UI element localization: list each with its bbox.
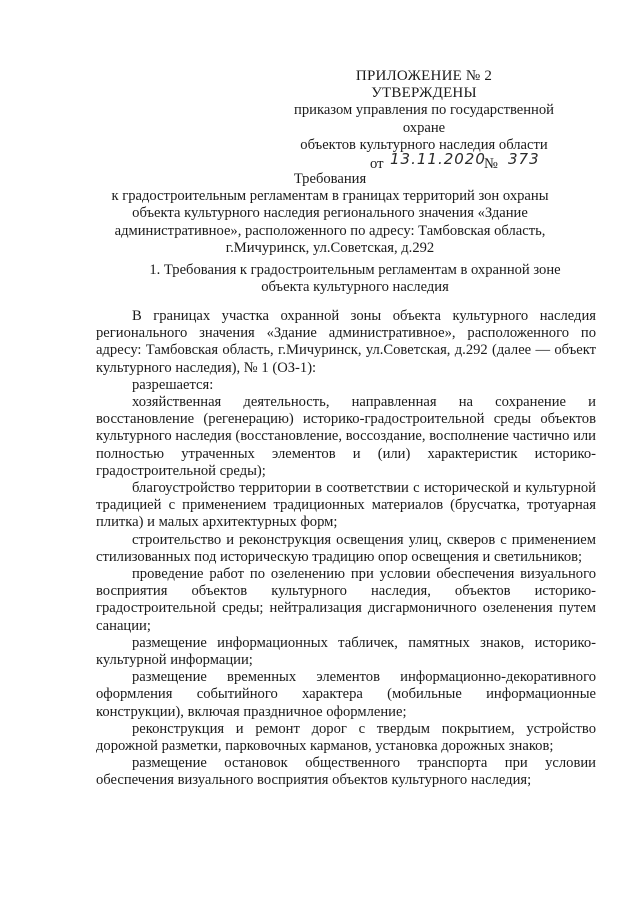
requirements-title — [80, 171, 580, 257]
approval-block — [274, 68, 574, 176]
list-item: хозяйственная деятельность, направленная на сохранение и восстановление (регенерацию) историко-градостроительной среды объектов культурного наследия (восстановление, воссоздание, восполнение частично или полностью утраченных элементов и (или) характеристик историко-градостроительной среды); — [96, 394, 596, 479]
list-item: проведение работ по озеленению при условии обеспечения визуального восприятия объектов культурного наследия, объектов историко-градостроительной среды; нейтрализация дисгармоничного озеленения путем санации; — [96, 566, 596, 634]
handwritten-number: 373 — [508, 150, 540, 169]
requirements-title-line-5: г.Мичуринск, ул.Советская, д.292 — [225, 239, 435, 256]
allowed-label: разрешается: — [132, 376, 214, 393]
requirements-title-line-4: административное», расположенного по адресу: Тамбовская область, — [114, 222, 546, 239]
requirements-title-line-3: объекта культурного наследия регионального значения «Здание — [132, 205, 528, 222]
number-label: № — [484, 156, 498, 173]
requirements-title-line-2: к градостроительным регламентам в границах территорий зон охраны — [111, 188, 549, 205]
list-item: реконструкция и ремонт дорог с твердым покрытием, устройство дорожной разметки, парковочных карманов, установка дорожных знаков; — [96, 720, 596, 755]
approved-heading: УТВЕРЖДЕНЫ — [371, 85, 477, 102]
document-body — [96, 308, 596, 790]
list-item: размещение временных элементов информационно-декоративного оформления событийного характера (мобильные информационные конструкции), включая праздничное оформление; — [96, 669, 596, 720]
requirements-title-line-1: Требования — [293, 171, 367, 187]
handwritten-date: 13.11.2020 — [390, 150, 486, 169]
from-label: от — [370, 156, 384, 173]
list-item: строительство и реконструкция освещения улиц, скверов с применением стилизованных под историческую традицию опор освещения и светильников; — [96, 531, 596, 565]
list-item: размещение остановок общественного транспорта при условии обеспечения визуального восприятия объектов культурного наследия; — [96, 755, 596, 789]
section-1-heading — [120, 262, 590, 296]
order-line-1: приказом управления по государственной охране — [294, 102, 554, 136]
section-1-heading-line-2: объекта культурного наследия — [261, 279, 449, 296]
order-line-2: объектов культурного наследия области — [300, 136, 548, 153]
section-1-heading-line-1: 1. Требования к градостроительным регламентам в охранной зоне — [149, 262, 561, 278]
list-item: благоустройство территории в соответствии с исторической и культурной традицией с применением традиционных материалов (брусчатка, тротуарная плитка) и малых архитектурных форм; — [96, 480, 596, 531]
list-item: размещение информационных табличек, памятных знаков, историко-культурной информации; — [96, 634, 596, 669]
appendix-heading: ПРИЛОЖЕНИЕ № 2 — [355, 68, 493, 84]
intro-paragraph: В границах участка охранной зоны объекта культурного наследия регионального значения «Здание административное», расположенного по адресу: Тамбовская область, г.Мичуринск, ул.Советская, д.292 (далее — объект культурного наследия), № 1 (ОЗ-1): — [96, 308, 596, 376]
